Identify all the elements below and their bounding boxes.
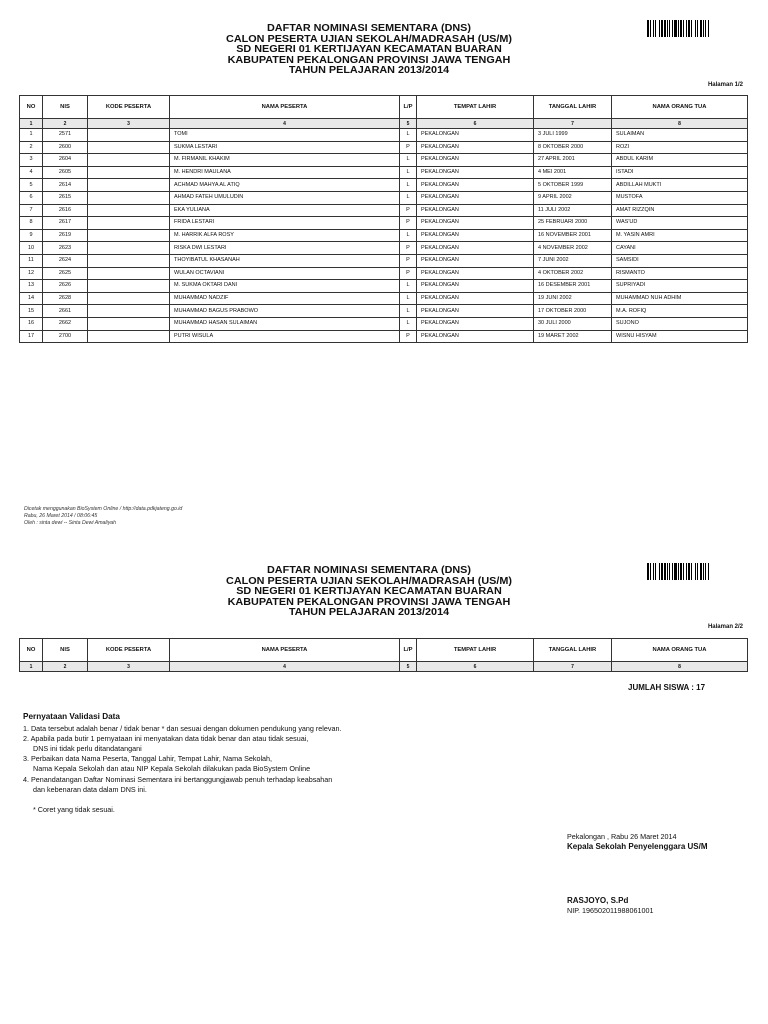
table-cell: CAYANI — [612, 242, 748, 255]
document-title — [171, 566, 568, 619]
table-cell: P — [400, 242, 417, 255]
table-cell: P — [400, 217, 417, 230]
validation-item: 1. Data tersebut adalah benar / tidak benar * dan sesuai dengan dokumen pendukung yang relevan. — [23, 724, 342, 734]
table-cell: FRIDA LESTARI — [170, 217, 400, 230]
table-cell: L — [400, 280, 417, 293]
table-cell: 5 OKTOBER 1999 — [534, 179, 612, 192]
column-header: NAMA PESERTA — [170, 639, 400, 662]
table-cell: 2626 — [43, 280, 88, 293]
table-cell: ABDILLAH MUKTI — [612, 179, 748, 192]
table-cell — [88, 204, 170, 217]
title-line: KABUPATEN PEKALONGAN PROVINSI JAWA TENGAH — [227, 596, 511, 608]
table-cell — [88, 229, 170, 242]
column-header: TEMPAT LAHIR — [417, 96, 534, 119]
document-title — [171, 24, 568, 77]
table-cell — [88, 129, 170, 142]
table-cell — [88, 217, 170, 230]
table-cell: 7 JUNI 2002 — [534, 254, 612, 267]
table-cell: PUTRI WISULA — [170, 330, 400, 343]
table-cell: PEKALONGAN — [417, 305, 534, 318]
table-cell: P — [400, 330, 417, 343]
table-cell: 6 — [20, 191, 43, 204]
table-cell: PEKALONGAN — [417, 141, 534, 154]
table-row — [20, 129, 748, 142]
table-row — [20, 267, 748, 280]
barcode — [647, 20, 733, 37]
table-cell: PEKALONGAN — [417, 317, 534, 330]
title-line: TAHUN PELAJARAN 2013/2014 — [288, 65, 450, 77]
table-cell: WISNU HISYAM — [612, 330, 748, 343]
table-cell: 9 APRIL 2002 — [534, 191, 612, 204]
table-cell: PEKALONGAN — [417, 292, 534, 305]
signer-name: RASJOYO, S.Pd — [567, 896, 629, 905]
student-count: JUMLAH SISWA : 17 — [628, 683, 706, 692]
table-cell: M. HENDRI MAULANA — [170, 166, 400, 179]
table-cell: 16 NOVEMBER 2001 — [534, 229, 612, 242]
table-cell: PEKALONGAN — [417, 129, 534, 142]
table-cell: L — [400, 305, 417, 318]
page-number: Halaman 1/2 — [707, 82, 743, 88]
table-cell — [88, 191, 170, 204]
title-line: CALON PESERTA UJIAN SEKOLAH/MADRASAH (US/M) — [226, 33, 512, 45]
table-cell: 17 — [20, 330, 43, 343]
table-cell: 2616 — [43, 204, 88, 217]
table-cell — [88, 280, 170, 293]
table-cell: M. SUKMA OKTARI DANI — [170, 280, 400, 293]
column-header: TANGGAL LAHIR — [534, 639, 612, 662]
column-number: 7 — [534, 119, 612, 129]
table-cell: 2615 — [43, 191, 88, 204]
table-cell: PEKALONGAN — [417, 154, 534, 167]
table-cell: WULAN OCTAVIANI — [170, 267, 400, 280]
table-cell: 5 — [20, 179, 43, 192]
column-number: 3 — [88, 119, 170, 129]
table-row — [20, 292, 748, 305]
table-cell: PEKALONGAN — [417, 242, 534, 255]
table-cell: 25 FEBRUARI 2000 — [534, 217, 612, 230]
title-line: DAFTAR NOMINASI SEMENTARA (DNS) — [266, 23, 471, 34]
table-cell: 4 NOVEMBER 2002 — [534, 242, 612, 255]
validation-item: Nama Kepala Sekolah dan atau NIP Kepala Sekolah dilakukan pada BioSystem Online — [33, 764, 311, 774]
title-line: DAFTAR NOMINASI SEMENTARA (DNS) — [266, 565, 471, 576]
table-cell: 2700 — [43, 330, 88, 343]
table-cell: PEKALONGAN — [417, 204, 534, 217]
table-cell: 17 OKTOBER 2000 — [534, 305, 612, 318]
table-cell: MUHAMMAD HASAN SULAIMAN — [170, 317, 400, 330]
table-cell — [88, 305, 170, 318]
table-cell: PEKALONGAN — [417, 229, 534, 242]
table-cell: 19 MARET 2002 — [534, 330, 612, 343]
table-cell: L — [400, 154, 417, 167]
table-row — [20, 217, 748, 230]
title-line: TAHUN PELAJARAN 2013/2014 — [288, 607, 450, 619]
table-row — [20, 154, 748, 167]
table-cell: 9 — [20, 229, 43, 242]
table-cell: 4 OKTOBER 2002 — [534, 267, 612, 280]
table-row — [20, 179, 748, 192]
table-row — [20, 305, 748, 318]
column-number: 4 — [170, 119, 400, 129]
table-cell: 16 — [20, 317, 43, 330]
table-cell: SAMSIDI — [612, 254, 748, 267]
column-number: 8 — [612, 662, 748, 672]
table-cell — [88, 154, 170, 167]
column-number: 6 — [417, 119, 534, 129]
validation-item: dan kebenaran data dalam DNS ini. — [33, 784, 147, 794]
print-info-line: Dicetak menggunakan BioSystem Online / http://data.pdkjateng.go.id — [24, 506, 183, 512]
table-cell: MUSTOFA — [612, 191, 748, 204]
column-number: 1 — [20, 119, 43, 129]
column-number: 2 — [43, 119, 88, 129]
table-cell: ROZI — [612, 141, 748, 154]
table-cell: 19 JUNI 2002 — [534, 292, 612, 305]
table-cell: 8 OKTOBER 2000 — [534, 141, 612, 154]
table-cell: M.A. ROFIQ — [612, 305, 748, 318]
column-header: NO — [20, 96, 43, 119]
table-cell: 11 JULI 2002 — [534, 204, 612, 217]
nominee-table — [19, 95, 748, 343]
table-cell: ABDUL KARIM — [612, 154, 748, 167]
table-row — [20, 254, 748, 267]
table-cell: SUKMA LESTARI — [170, 141, 400, 154]
validation-item: DNS ini tidak perlu ditandatangani — [33, 744, 142, 754]
table-cell: 3 — [20, 154, 43, 167]
signer-nip: NIP. 196502011988061001 — [567, 906, 654, 915]
title-line: SD NEGERI 01 KERTIJAYAN KECAMATAN BUARAN — [236, 586, 502, 598]
table-cell: 1 — [20, 129, 43, 142]
table-cell: L — [400, 229, 417, 242]
table-cell: PEKALONGAN — [417, 179, 534, 192]
table-cell: P — [400, 267, 417, 280]
column-header: TEMPAT LAHIR — [417, 639, 534, 662]
place-date: Pekalongan , Rabu 26 Maret 2014 — [567, 832, 677, 841]
table-cell: PEKALONGAN — [417, 280, 534, 293]
table-cell: 4 MEI 2001 — [534, 166, 612, 179]
validation-item: 2. Apabila pada butir 1 pernyataan ini menyatakan data tidak benar dan atau tidak sesuai, — [23, 734, 309, 744]
table-cell: THOYIBATUL KHASANAH — [170, 254, 400, 267]
table-cell: 7 — [20, 204, 43, 217]
table-cell: PEKALONGAN — [417, 217, 534, 230]
table-cell — [88, 267, 170, 280]
validation-note: * Coret yang tidak sesuai. — [33, 804, 115, 814]
table-row — [20, 229, 748, 242]
column-header: TANGGAL LAHIR — [534, 96, 612, 119]
table-cell: 2628 — [43, 292, 88, 305]
column-number: 2 — [43, 662, 88, 672]
table-cell — [88, 330, 170, 343]
table-cell — [88, 141, 170, 154]
table-cell — [88, 179, 170, 192]
column-header: NAMA PESERTA — [170, 96, 400, 119]
print-info-line: Rabu, 26 Maret 2014 / 08:06:45 — [24, 513, 98, 519]
table-cell: P — [400, 204, 417, 217]
table-cell: RISKA DWI LESTARI — [170, 242, 400, 255]
table-cell: ACHMAD MAHYA AL ATIQ — [170, 179, 400, 192]
table-cell: 2571 — [43, 129, 88, 142]
column-number: 1 — [20, 662, 43, 672]
table-row — [20, 204, 748, 217]
table-cell: P — [400, 141, 417, 154]
column-number: 6 — [417, 662, 534, 672]
nominee-table — [19, 638, 748, 672]
table-cell: 2604 — [43, 154, 88, 167]
table-cell — [88, 254, 170, 267]
table-row — [20, 166, 748, 179]
print-info — [24, 506, 182, 527]
table-cell: 27 APRIL 2001 — [534, 154, 612, 167]
table-cell: 8 — [20, 217, 43, 230]
validation-item: 3. Perbaikan data Nama Peserta, Tanggal Lahir, Tempat Lahir, Nama Sekolah, — [23, 754, 273, 764]
column-header: NIS — [43, 639, 88, 662]
column-number: 3 — [88, 662, 170, 672]
table-cell: MUHAMMAD NADZIF — [170, 292, 400, 305]
table-cell: L — [400, 317, 417, 330]
print-info-line: Oleh : sinta dewi -- Sinta Dewi Amaliyah — [24, 520, 117, 526]
title-line: SD NEGERI 01 KERTIJAYAN KECAMATAN BUARAN — [236, 44, 502, 56]
table-cell: L — [400, 166, 417, 179]
column-header: L/P — [400, 639, 417, 662]
table-cell: WAS'UD — [612, 217, 748, 230]
table-cell: 16 DESEMBER 2001 — [534, 280, 612, 293]
table-cell: 2605 — [43, 166, 88, 179]
table-cell: 3 JULI 1999 — [534, 129, 612, 142]
table-cell: MUHAMMAD BAGUS PRABOWO — [170, 305, 400, 318]
table-cell: 2614 — [43, 179, 88, 192]
table-row — [20, 191, 748, 204]
table-cell: P — [400, 254, 417, 267]
table-cell: 13 — [20, 280, 43, 293]
column-number: 5 — [400, 119, 417, 129]
table-cell: 4 — [20, 166, 43, 179]
table-row — [20, 330, 748, 343]
table-cell: PEKALONGAN — [417, 330, 534, 343]
table-cell: M. HARRIK ALFA ROSY — [170, 229, 400, 242]
table-cell: M. FIRMANIL KHAKIM — [170, 154, 400, 167]
page-number: Halaman 2/2 — [707, 624, 743, 630]
table-cell: EKA YULIANA — [170, 204, 400, 217]
table-row — [20, 280, 748, 293]
table-cell: PEKALONGAN — [417, 166, 534, 179]
table-cell: L — [400, 179, 417, 192]
table-cell: L — [400, 129, 417, 142]
table-cell: RISMANTO — [612, 267, 748, 280]
table-cell: 15 — [20, 305, 43, 318]
column-header: KODE PESERTA — [88, 96, 170, 119]
table-cell: 2600 — [43, 141, 88, 154]
column-header: L/P — [400, 96, 417, 119]
table-cell: PEKALONGAN — [417, 191, 534, 204]
table-row — [20, 317, 748, 330]
table-cell — [88, 242, 170, 255]
validation-statement — [23, 712, 443, 815]
table-cell: 2617 — [43, 217, 88, 230]
table-cell: AMAT RIZZQIN — [612, 204, 748, 217]
table-cell: 2619 — [43, 229, 88, 242]
table-cell: 2 — [20, 141, 43, 154]
title-line: CALON PESERTA UJIAN SEKOLAH/MADRASAH (US/M) — [226, 575, 512, 587]
column-header: KODE PESERTA — [88, 639, 170, 662]
table-cell — [88, 292, 170, 305]
column-number: 8 — [612, 119, 748, 129]
barcode — [647, 563, 733, 580]
column-header: NO — [20, 639, 43, 662]
table-cell: M. YASIN AMRI — [612, 229, 748, 242]
table-cell: 14 — [20, 292, 43, 305]
table-cell: PEKALONGAN — [417, 267, 534, 280]
table-cell: L — [400, 191, 417, 204]
table-cell: SULAIMAN — [612, 129, 748, 142]
table-cell: ISTADI — [612, 166, 748, 179]
table-cell: 2624 — [43, 254, 88, 267]
column-header: NIS — [43, 96, 88, 119]
table-row — [20, 242, 748, 255]
table-cell: AHMAD FATEH UMULUDIN — [170, 191, 400, 204]
validation-item: 4. Penandatangan Daftar Nominasi Sementara ini bertanggungjawab penuh terhadap keabsahan — [23, 774, 333, 784]
table-cell: 30 JULI 2000 — [534, 317, 612, 330]
table-cell: 10 — [20, 242, 43, 255]
column-number: 5 — [400, 662, 417, 672]
table-cell: 2662 — [43, 317, 88, 330]
table-cell: 2625 — [43, 267, 88, 280]
table-cell: SUPRIYADI — [612, 280, 748, 293]
table-cell: 2661 — [43, 305, 88, 318]
title-line: KABUPATEN PEKALONGAN PROVINSI JAWA TENGAH — [227, 54, 511, 66]
table-row — [20, 141, 748, 154]
column-header: NAMA ORANG TUA — [612, 96, 748, 119]
column-header: NAMA ORANG TUA — [612, 639, 748, 662]
table-cell: L — [400, 292, 417, 305]
table-cell: 12 — [20, 267, 43, 280]
table-cell: SUJONO — [612, 317, 748, 330]
table-cell — [88, 166, 170, 179]
table-cell: PEKALONGAN — [417, 254, 534, 267]
column-number: 7 — [534, 662, 612, 672]
table-cell: TOMI — [170, 129, 400, 142]
column-number: 4 — [170, 662, 400, 672]
table-cell: 2623 — [43, 242, 88, 255]
table-cell: 11 — [20, 254, 43, 267]
table-cell — [88, 317, 170, 330]
signature-block — [567, 832, 708, 916]
validation-title: Pernyataan Validasi Data — [23, 712, 120, 721]
signer-role: Kepala Sekolah Penyelenggara US/M — [567, 842, 708, 851]
table-cell: MUHAMMAD NUH ADHIM — [612, 292, 748, 305]
